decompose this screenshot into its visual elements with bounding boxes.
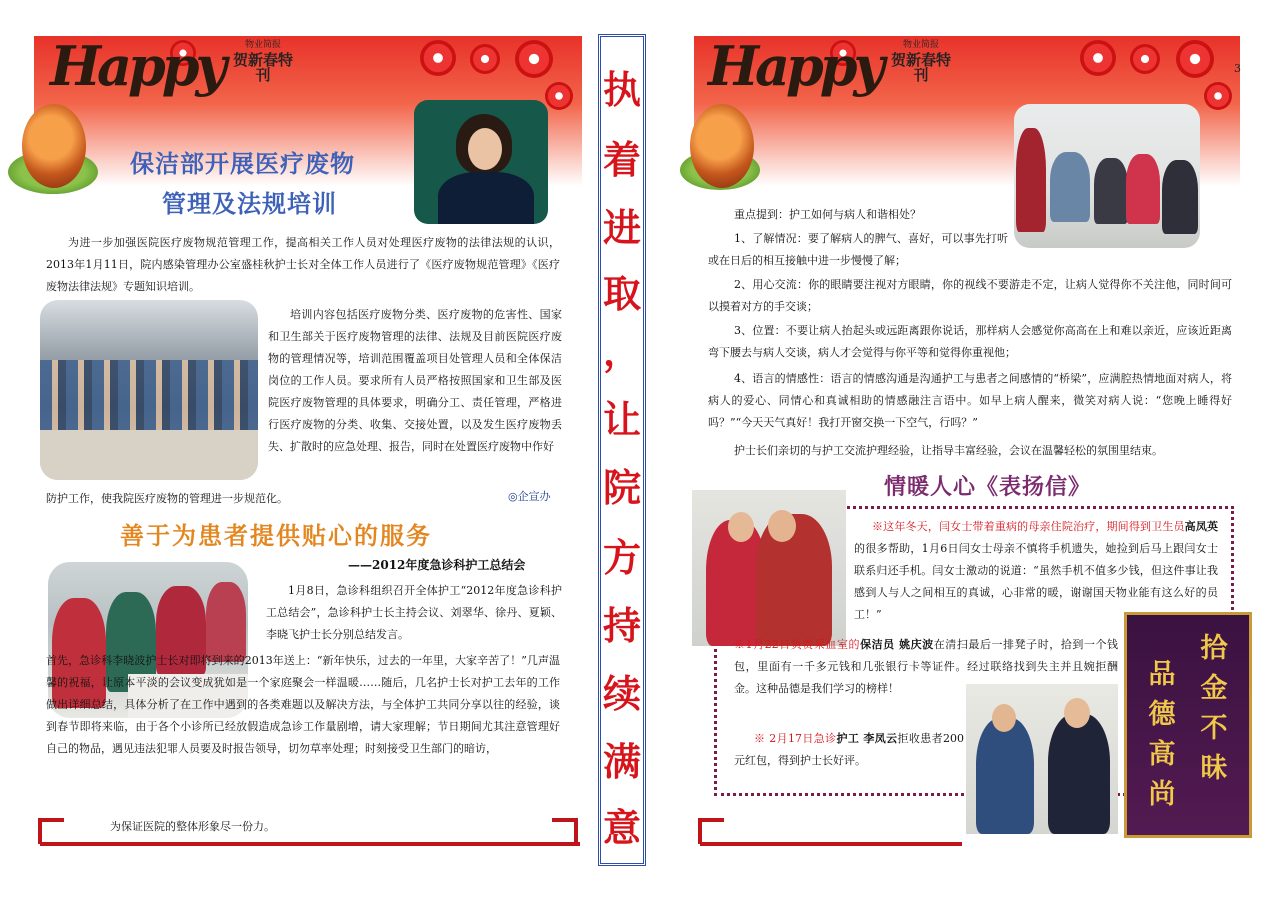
- happy-logo: Happy: [50, 34, 223, 98]
- article3-closing: 护士长们亲切的与护工交流护理经验，让指导丰富经验，会议在温馨轻松的氛围里结束。: [734, 444, 1163, 457]
- patient-figure: [1050, 152, 1090, 222]
- flower-decoration: [515, 40, 553, 78]
- masthead-left: [228, 38, 298, 83]
- slogan-char: 院: [602, 465, 641, 510]
- nurses-patients-photo: [1014, 104, 1200, 248]
- article2-title: 善于为患者提供贴心的服务: [120, 522, 432, 550]
- article4-item2-text-b: 在清扫最后一排凳子时，拾到一个钱包，里面有一千多元钱和几张银行卡等证件。经过联络找到失主并且婉拒酬金。这种品德是我们学习的榜样！: [734, 638, 1119, 695]
- speaker-photo: [414, 100, 548, 224]
- left-corner-ornament: [38, 818, 64, 844]
- article4-item1-text-a: ※这年冬天，闫女士带着重病的母亲住院治疗，期间得到卫生员: [872, 520, 1185, 533]
- slogan-char: 取: [602, 271, 641, 316]
- pennant-char: 金: [1200, 673, 1228, 704]
- pennant-char: 品: [1148, 659, 1176, 690]
- page-number: 3: [1234, 62, 1241, 75]
- slogan-char: 方: [602, 535, 641, 580]
- article4-item1-name: 高凤英: [1184, 520, 1219, 533]
- flower-decoration: [420, 40, 456, 76]
- article4-item3: [734, 728, 964, 772]
- slogan-char: 进: [602, 205, 641, 250]
- pennant-char: 昧: [1200, 753, 1228, 784]
- article2-para2: 首先，急诊科李晓波护士长对即将到来的2013年送上：“新年快乐，过去的一年里，大家辛苦了！”几声温馨的祝福，让原本平淡的会议变成犹如是一个家庭聚会一样温暖……随后，几名护士长对护工去年的工作做出详细总结，具体分析了在工作中遇到的各类难题以及解决方法，与全体护工共同分享以往的经验，谈到春节即将来临，由于各个小诊所已经放假造成急诊工作量剧增，请大家理解；节日期间尤其注意管理好自己的物品，遇见违法犯罪人员要及时报告领导，切勿草率处理；时刻接受卫生部门的暗访，: [46, 654, 560, 755]
- article3-item3: 3、位置：不要让病人抬起头或远距离跟你说话，那样病人会感觉你高高在上和难以亲近，应该近距离弯下腰去与病人交谈，病人才会觉得与你平等和觉得你重视他；: [708, 324, 1232, 359]
- pennant-right-col: [1189, 629, 1239, 789]
- nurse-figure: [1094, 158, 1128, 224]
- flower-decoration: [1176, 40, 1214, 78]
- flower-decoration: [1204, 82, 1232, 110]
- nurse-figure: [1016, 128, 1046, 232]
- article3-item2: 2、用心交流：你的眼睛要注视对方眼睛，你的视线不要游走不定，让病人觉得你不关注他，同时间可以摸着对方的手交谈；: [708, 278, 1232, 313]
- woman-figure: [976, 718, 1034, 834]
- masthead-right: [886, 38, 956, 83]
- article2-para3: 为保证医院的整体形象尽一份力。: [110, 820, 275, 833]
- woman-face: [1064, 698, 1090, 728]
- article4-title: 情暖人心《表扬信》: [884, 475, 1092, 500]
- article1-para2: 培训内容包括医疗废物分类、医疗废物的危害性、国家和卫生部关于医疗废物管理的法律、法规及目前医院医疗废物的管理情况等，培训范围覆盖项目处管理人员和全体保洁岗位的工作人员。要求所有人员严格按照国家和卫生部及医院医疗废物管理的具体要求，明确分工、责任管理，严格进行医疗废物的分类、收集、交接处置，以及发生医疗废物丢失、扩散时的应急处理、报告，同时在处置医疗废物中作好: [268, 308, 562, 453]
- training-class-photo: [40, 300, 258, 480]
- masthead-small: 物业简报: [244, 40, 281, 50]
- pennant-left-col: [1137, 655, 1187, 815]
- nurse-figure: [1126, 154, 1160, 224]
- article4-item3-text-b: 拒收患者200元红包，得到护士长好评。: [734, 732, 964, 767]
- snake-mascot: [22, 104, 86, 188]
- snake-mascot: [690, 104, 754, 188]
- article3-intro: 重点提到：护工如何与病人和谐相处？: [734, 208, 921, 221]
- desk: [40, 430, 258, 480]
- left-corner-ornament: [698, 818, 724, 844]
- slogan-char: 满: [602, 739, 641, 784]
- pennant-char: 不: [1200, 713, 1228, 744]
- audience-rows: [40, 360, 258, 430]
- slogan-char: 持: [602, 603, 641, 648]
- article4-item3-text-a: ※ 2月17日急诊: [754, 732, 837, 745]
- right-bottom-border: [700, 842, 962, 846]
- slogan-char: 意: [602, 805, 641, 850]
- pennant-char: 拾: [1200, 633, 1228, 664]
- article4-item2-text-a: ※1月22日负责采血室的: [734, 638, 861, 651]
- pennant-char: 高: [1148, 739, 1176, 770]
- article3-item4: 4、语言的情感性：语言的情感沟通是沟通护工与患者之间感情的“桥梁”，应满腔热情地面对病人，将病人的爱心、同情心和真诚相助的情感融注言语中。如早上病人醒来，微笑对病人说：“您晚上睡得好吗？”“今天天气真好！我打开窗交换一下空气，行吗？”: [708, 372, 1232, 429]
- masthead-title: 贺新春特刊: [232, 51, 293, 84]
- speaker-face: [468, 128, 502, 170]
- woman-face: [728, 512, 754, 542]
- article1-title-line1: 保洁部开展医疗废物: [130, 150, 355, 178]
- article2-para1: 1月8日，急诊科组织召开全体护工“2012年度急诊科护工总结会”，急诊科护士长主持会议、刘翠华、徐丹、夏颖、李晓飞护士长分别总结发言。: [266, 584, 562, 641]
- woman-face: [992, 704, 1016, 732]
- slogan-char: 执: [602, 67, 641, 112]
- slogan-char: 着: [602, 137, 641, 182]
- honor-pennant: [1124, 612, 1252, 838]
- speaker-body: [438, 172, 534, 224]
- slogan-char: ，: [602, 329, 641, 374]
- woman-face: [768, 510, 796, 542]
- masthead-small: 物业简报: [902, 40, 939, 50]
- pennant-char: 尚: [1148, 779, 1176, 810]
- woman-figure: [1048, 714, 1110, 834]
- left-bottom-border: [40, 842, 580, 846]
- hugging-photo: [692, 490, 846, 646]
- masthead-title: 贺新春特刊: [890, 51, 951, 84]
- article4-item1: [854, 516, 1218, 626]
- right-corner-ornament: [552, 818, 578, 844]
- flower-decoration: [545, 82, 573, 110]
- article4-item3-name: 护工 李凤云: [836, 732, 898, 745]
- slogan-char: 让: [602, 397, 641, 442]
- article1-para3: 防护工作，使我院医疗废物的管理进一步规范化。: [46, 492, 288, 505]
- article1-credit: ◎企宣办: [508, 490, 551, 503]
- article4-item1-text-b: 的很多帮助，1月6日闫女士母亲不慎将手机遗失，她捡到后马上跟闫女士联系归还手机。闫女士激动的说道：“虽然手机不值多少钱，但这件事让我感到人与人之间相互的真诚，心非常的暖，谢谢国天物业能有这么好的员工！”: [854, 542, 1218, 621]
- flower-decoration: [470, 44, 500, 74]
- article1-title-line2: 管理及法规培训: [162, 190, 337, 218]
- handshake-photo: [966, 684, 1118, 834]
- slogan-char: 续: [602, 671, 641, 716]
- flower-decoration: [1130, 44, 1160, 74]
- vertical-slogan-column: [598, 34, 646, 866]
- flower-decoration: [1080, 40, 1116, 76]
- article3-item1: 1、了解情况：要了解病人的脾气、喜好，可以事先打听或在日后的相互接触中进一步慢慢了解；: [708, 232, 1008, 267]
- article4-item2-name: 保洁员 姚庆波: [860, 638, 934, 651]
- pennant-char: 德: [1148, 699, 1176, 730]
- nurse-figure: [1162, 160, 1198, 234]
- happy-logo: Happy: [708, 34, 881, 98]
- article2-subtitle: ——2012年度急诊科护工总结会: [348, 558, 526, 572]
- article1-para1: 为进一步加强医院医疗废物规范管理工作，提高相关工作人员对处理医疗废物的法律法规的认识，2013年1月11日，院内感染管理办公室盛桂秋护士长对全体工作人员进行了《医疗废物规范管理》《医疗废物法律法规》专题知识培训。: [46, 236, 560, 293]
